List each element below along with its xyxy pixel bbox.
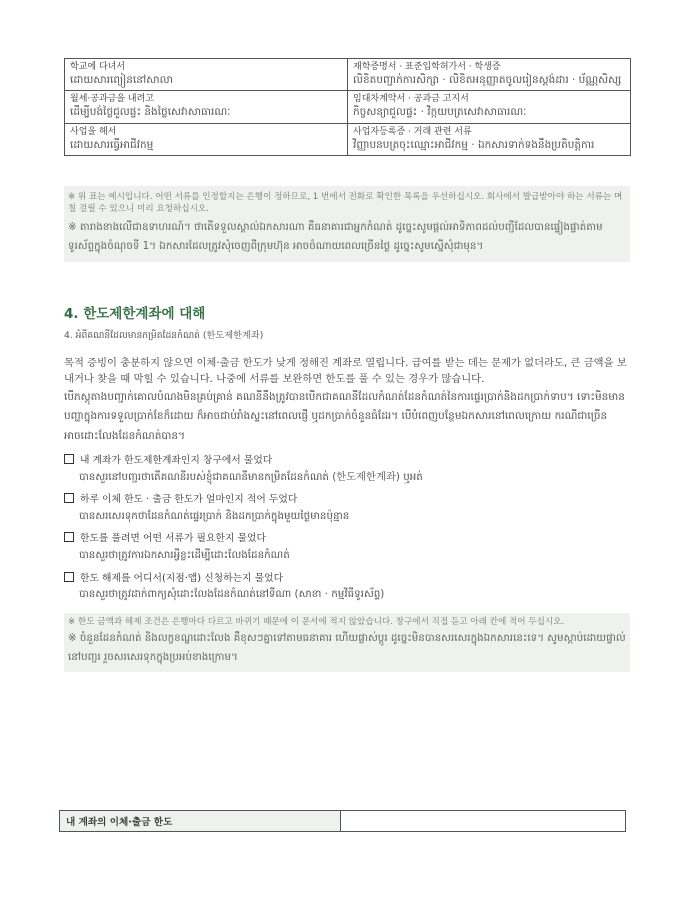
limit-label: 내 계좌의 이체·출금 한도 [60, 811, 341, 832]
limit-note [64, 613, 630, 673]
checklist-item-ko: 내 계좌가 한도제한계좌인지 창구에서 물었다 [80, 455, 273, 467]
checklist-item-ko: 하루 이체 한도 · 출금 한도가 얼마인지 적어 두었다 [80, 494, 298, 506]
limit-note-km: ※ ចំនួនដែនកំណត់ និងលក្ខខណ្ឌដោះលែង គឺខុសៗគ្នាទៅតាមធនាគារ ហើយផ្លាស់ប្ដូរ ដូច្នេះមិនបានសរសេរក្នុងឯកសារនេះទេ។ សូមស្ដាប់ដោយផ្ទាល់នៅបញ្ជរ រួចសរសេរទុកក្នុងប្រអប់ខាងក្រោម។ [68, 632, 626, 664]
table-note-km: ※ តារាងខាងលើជាឧទាហរណ៍។ ថាតើទទួលស្គាល់ឯកសារណា គឺធនាគារជាអ្នកកំណត់ ដូច្នេះសូមផ្តល់អាទិភាពដល់បញ្ជីដែលបានផ្ទៀងផ្ទាត់តាមទូរស័ព្ទក្នុងចំណុចទី 1។ ឯកសារដែលត្រូវសុំចេញពីក្រុមហ៊ុន អាចចំណាយពេលច្រើនថ្ងៃ ដូច្នេះសូមស្នើសុំជាមុន។ [68, 220, 603, 252]
reason-ko: 학교에 다녀서 [70, 62, 126, 72]
checklist-item-km: បានសួរថាត្រូវដាក់ពាក្យសុំដោះលែងដែនកំណត់នៅទីណា (សាខា · កម្មវិធីទូរស័ព្ទ) [79, 588, 385, 601]
documents-cell [348, 59, 631, 91]
table-note-ko: ※ 위 표는 예시입니다. 어떤 서류를 인정할지는 은행이 정하므로, 1 번에서 전화로 확인한 목록을 우선하십시오. 회사에서 발급받아야 하는 서류는 며칠 걸릴 수 있으니 미리 요청하십시오. [68, 191, 623, 215]
reason-km: ដោយសារព្យៀននៅសាលា [70, 74, 173, 87]
documents-ko: 임대차계약서 · 공과금 고지서 [353, 94, 469, 105]
reason-km: ដើម្បីបង់ថ្លៃជួលផ្ទះ និងថ្លៃសេវាសាធារណៈ [70, 106, 231, 119]
checkbox[interactable] [64, 454, 74, 464]
documents-cell [348, 123, 631, 155]
reason-cell [65, 123, 348, 155]
page-content [64, 58, 630, 672]
documents-km: លិខិតបញ្ជាក់ការសិក្សា · លិខិតអនុញ្ញាតចូលរៀនស្តង់ដារ · ប័ណ្ណសិស្ស [353, 74, 622, 87]
table-note [64, 186, 630, 262]
checkbox[interactable] [64, 532, 74, 542]
reason-cell [65, 59, 348, 91]
checklist-item-ko: 한도를 풀려면 어떤 서류가 필요한지 물었다 [80, 533, 266, 545]
reason-ko: 사업을 해서 [70, 126, 117, 137]
required-documents-table [64, 58, 631, 156]
checkbox[interactable] [64, 493, 74, 503]
section-subtitle: 4. អំពីគណនីដែលមានកម្រិតដែនកំណត់ (한도제한계좌) [64, 329, 264, 341]
reason-cell [65, 91, 348, 123]
documents-ko: 재학증명서 · 표준입학허가서 · 학생증 [353, 62, 501, 72]
section-body-ko: 목적 증빙이 충분하지 않으면 이체·출금 한도가 낮게 정해진 계좌로 열립니다. 급여를 받는 데는 문제가 없더라도, 큰 금액을 보내거나 찾을 때 막힐 수 있습니다. 나중에 서류를 보완하면 한도를 풀 수 있는 경우가 많습니다. [64, 356, 627, 386]
limit-table [59, 810, 626, 832]
section-body-km: បើភស្តុតាងបញ្ជាក់គោលបំណងមិនគ្រប់គ្រាន់ គណនីនឹងត្រូវបានបើកជាគណនីដែលកំណត់ដែនកំណត់នៃការផ្ទេរប្រាក់និងដកប្រាក់ទាប។ ទោះមិនមានបញ្ហាក្នុងការទទួលប្រាក់ខែក៏ដោយ ក៏អាចជាប់រាំងស្ទះនៅពេលផ្ញើ ឬដកប្រាក់ចំនួនធំដែរ។ បើបំពេញបន្ថែមឯកសារនៅពេលក្រោយ ករណីជាច្រើនអាចដោះលែងដែនកំណត់បាន។ [64, 390, 625, 442]
checklist-item-km: បានសួរថាត្រូវការឯកសារអ្វីខ្លះដើម្បីដោះលែងដែនកំណត់ [79, 549, 290, 562]
table-row [65, 59, 631, 91]
checklist-item-km: បានសួរនៅបញ្ជរថាតើគណនីរបស់ខ្ញុំជាគណនីមានកម្រិតដែនកំណត់ (한도제한계좌) ឬអត់ [79, 470, 423, 483]
documents-ko: 사업자등록증 · 거래 관련 서류 [353, 126, 472, 137]
table-row [65, 123, 631, 155]
documents-km: កិច្ចសន្យាជួលផ្ទះ · វិក្កយបត្រសេវាសាធារណៈ [353, 106, 527, 119]
reason-km: ដោយសារធ្វើអាជីវកម្ម [70, 138, 154, 151]
checklist-item [64, 532, 630, 563]
checkbox[interactable] [64, 572, 74, 582]
checklist-item [64, 493, 630, 524]
reason-ko: 월세·공과금을 내려고 [70, 94, 154, 105]
limit-value-field[interactable] [341, 811, 626, 832]
limit-note-ko: ※ 한도 금액과 해제 조건은 은행마다 다르고 바뀌기 때문에 이 문서에 적지 않았습니다. 창구에서 직접 듣고 아래 칸에 적어 두십시오. [68, 616, 565, 627]
checklist-item [64, 572, 630, 603]
documents-km: វិញ្ញាបនបត្រចុះឈ្មោះអាជីវកម្ម · ឯកសារទាក់ទងនឹងប្រតិបត្តិការ [353, 138, 595, 151]
section-title: 4. 한도제한계좌에 대해 [64, 305, 206, 322]
table-row [65, 91, 631, 123]
documents-cell [348, 91, 631, 123]
table-row [60, 811, 626, 832]
checklist [64, 454, 630, 603]
checklist-item-km: បានសរសេរទុកថាដែនកំណត់ផ្ទេរប្រាក់ និងដកប្រាក់ក្នុងមួយថ្ងៃមានប៉ុន្មាន [79, 509, 350, 522]
checklist-item [64, 454, 630, 485]
checklist-item-ko: 한도 해제를 어디서(지점·앱) 신청하는지 물었다 [80, 572, 284, 584]
